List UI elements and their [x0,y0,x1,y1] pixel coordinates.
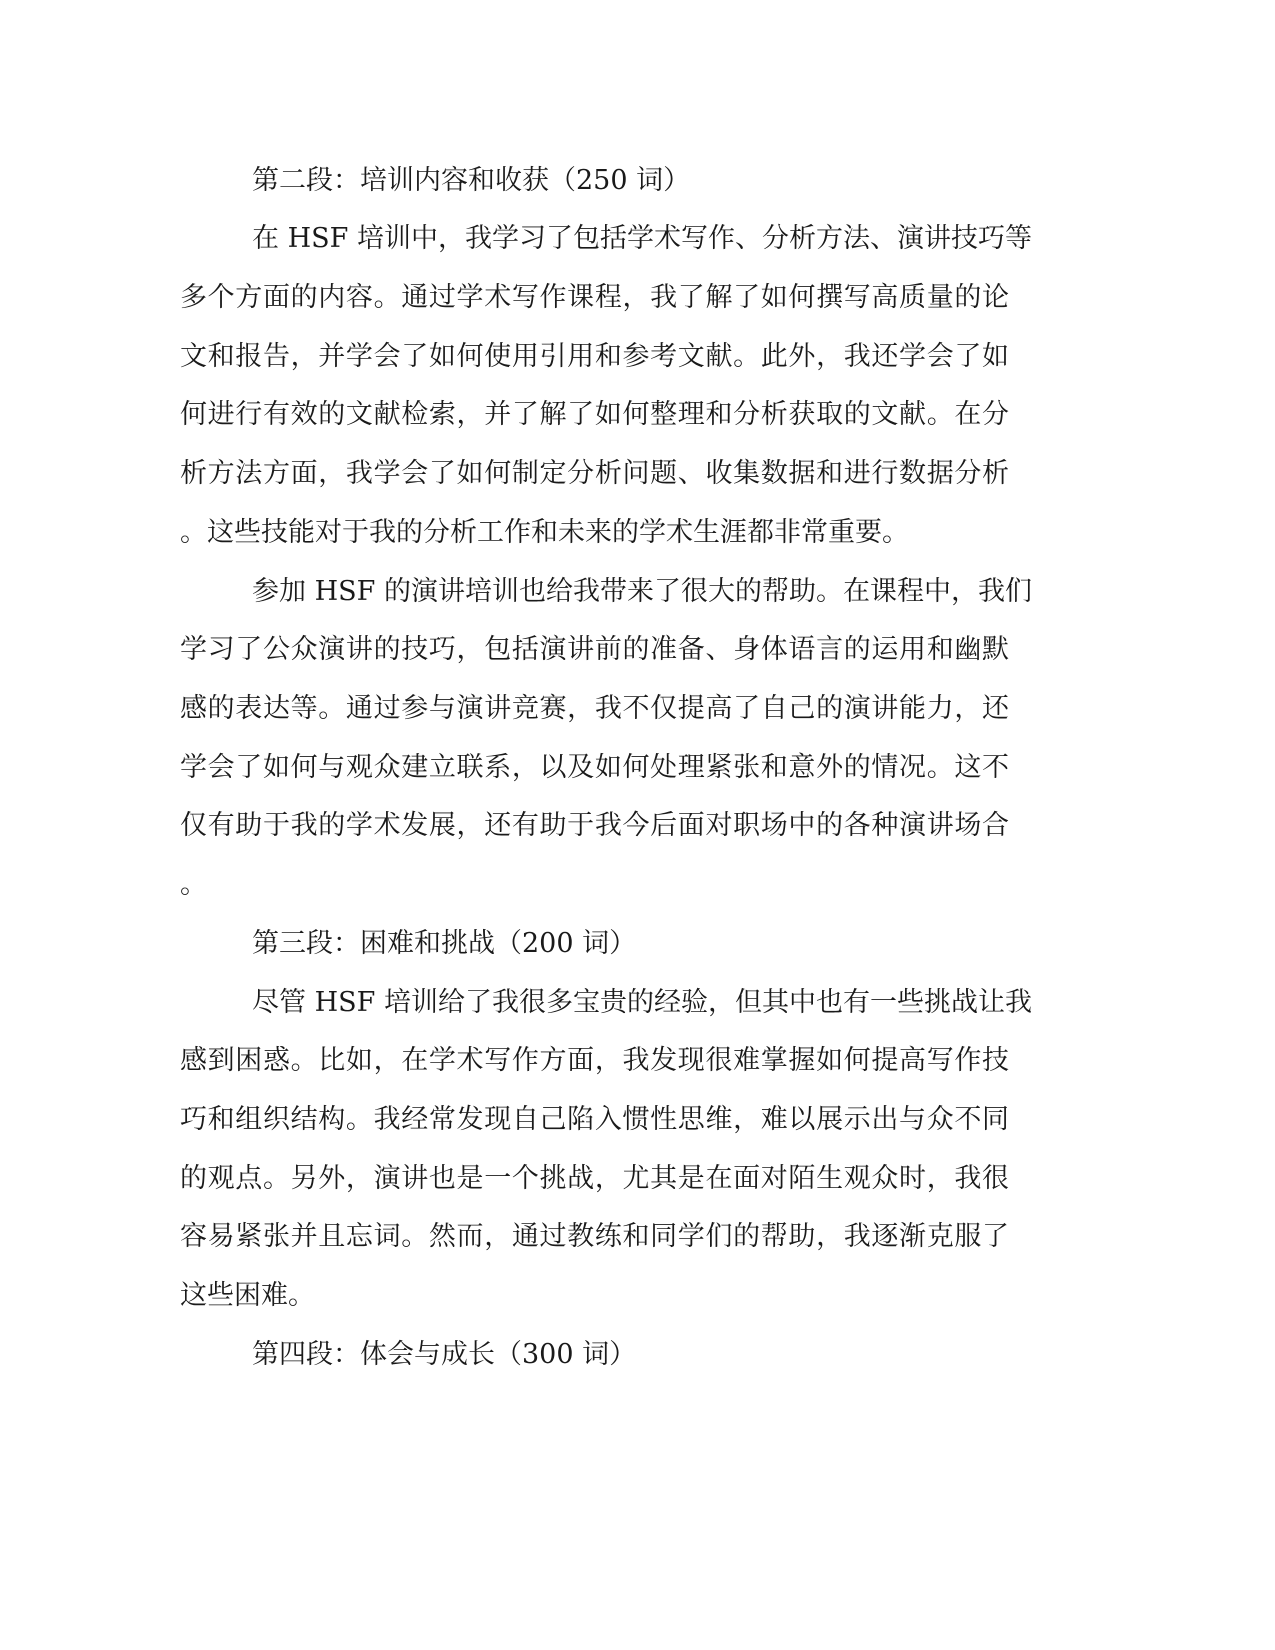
paragraph-line: 巧和组织结构。我经常发现自己陷入惯性思维，难以展示出与众不同 [180,1104,1009,1135]
paragraph-line: 何进行有效的文献检索，并了解了如何整理和分析获取的文献。在分 [180,399,1009,430]
paragraph-line: 学习了公众演讲的技巧，包括演讲前的准备、身体语言的运用和幽默 [180,634,1009,665]
paragraph-line: 多个方面的内容。通过学术写作课程，我了解了如何撰写高质量的论 [180,282,1009,313]
paragraph-line: 参加 HSF 的演讲培训也给我带来了很大的帮助。在课程中，我们 [252,576,1032,607]
paragraph-line: 。 [180,869,207,900]
paragraph-line: 的观点。另外，演讲也是一个挑战，尤其是在面对陌生观众时，我很 [180,1163,1009,1194]
paragraph-line: 容易紧张并且忘词。然而，通过教练和同学们的帮助，我逐渐克服了 [180,1221,1009,1252]
paragraph-line: 这些困难。 [180,1280,315,1311]
paragraph-line: 学会了如何与观众建立联系，以及如何处理紧张和意外的情况。这不 [180,752,1009,783]
section-heading: 第二段：培训内容和收获（250 词） [252,165,691,196]
section-heading: 第四段：体会与成长（300 词） [252,1339,637,1370]
paragraph-line: 感到困惑。比如，在学术写作方面，我发现很难掌握如何提高写作技 [180,1045,1009,1076]
paragraph-line: 感的表达等。通过参与演讲竞赛，我不仅提高了自己的演讲能力，还 [180,693,1009,724]
paragraph-line: 在 HSF 培训中，我学习了包括学术写作、分析方法、演讲技巧等 [252,223,1032,254]
paragraph-line: 。这些技能对于我的分析工作和未来的学术生涯都非常重要。 [180,517,909,548]
paragraph-line: 析方法方面，我学会了如何制定分析问题、收集数据和进行数据分析 [180,458,1009,489]
paragraph-line: 仅有助于我的学术发展，还有助于我今后面对职场中的各种演讲场合 [180,810,1009,841]
section-heading: 第三段：困难和挑战（200 词） [252,928,637,959]
paragraph-line: 尽管 HSF 培训给了我很多宝贵的经验，但其中也有一些挑战让我 [252,987,1032,1018]
paragraph-line: 文和报告，并学会了如何使用引用和参考文献。此外，我还学会了如 [180,341,1009,372]
